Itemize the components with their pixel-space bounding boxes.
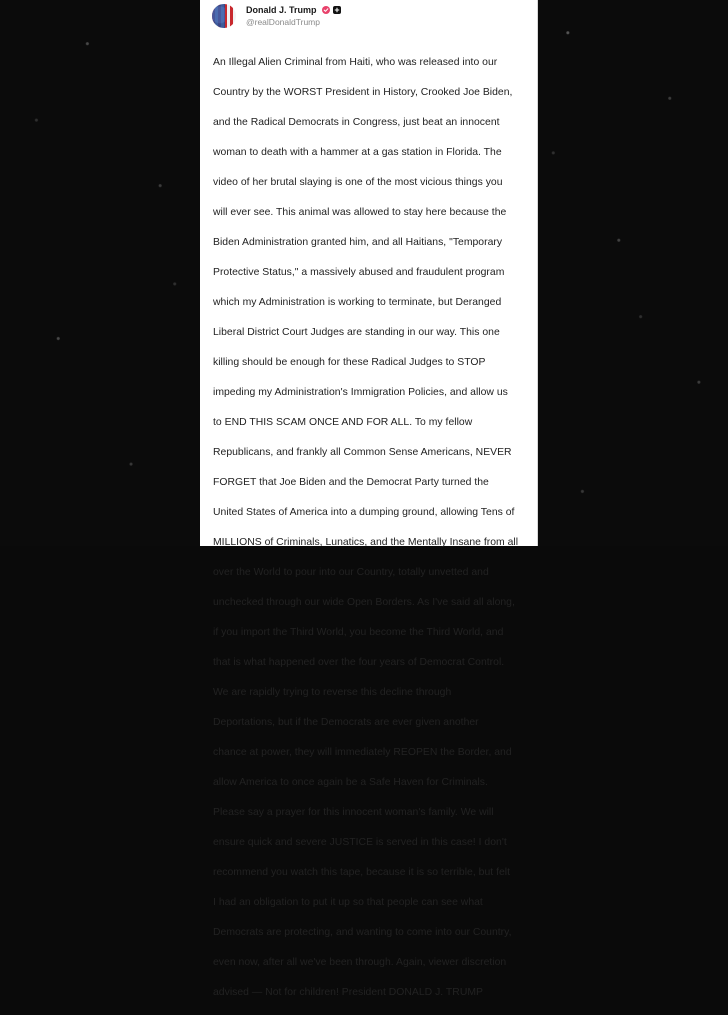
author-display-name[interactable]: Donald J. Trump — [246, 5, 317, 15]
author-info — [246, 4, 341, 28]
post-line: An Illegal Alien Criminal from Haiti, who was released into our — [213, 57, 498, 68]
post-line: advised — Not for children! President DONALD J. TRUMP — [213, 987, 483, 998]
post-line: FORGET that Joe Biden and the Democrat Party turned the — [213, 477, 489, 488]
post-line: video of her brutal slaying is one of the most vicious things you — [213, 177, 503, 188]
post-line: killing should be enough for these Radical Judges to STOP — [213, 357, 486, 368]
post-line: will ever see. This animal was allowed to stay here because the — [213, 207, 507, 218]
post-line: ensure quick and severe JUSTICE is served in this case! I don't — [213, 837, 507, 848]
post-line: Protective Status," a massively abused and fraudulent program — [213, 267, 505, 278]
post-line: recommend you watch this tape, because it is so terrible, but felt — [213, 867, 511, 878]
post-line: Republicans, and frankly all Common Sense Americans, NEVER — [213, 447, 512, 458]
post-line: We are rapidly trying to reverse this decline through — [213, 687, 452, 698]
post-line: chance at power, they will immediately REOPEN the Border, and — [213, 747, 512, 758]
post-line: to END THIS SCAM ONCE AND FOR ALL. To my fellow — [213, 417, 473, 428]
post-line: over the World to pour into our Country, totally unvetted and — [213, 567, 489, 578]
post-body — [213, 40, 531, 1015]
post-line: I had an obligation to put it up so that people can see what — [213, 897, 483, 908]
post-line: Democrats are protecting, and wanting to come into our Country, — [213, 927, 512, 938]
post-line: even now, after all we've been through. Again, viewer discretion — [213, 957, 507, 968]
post-header — [212, 3, 341, 29]
verified-check-icon — [322, 6, 330, 14]
post-line: unchecked through our wide Open Borders. As I've said all along, — [213, 597, 515, 608]
post-line: impeding my Administration's Immigration Policies, and allow us — [213, 387, 508, 398]
post-line: Liberal District Court Judges are standing in our way. This one — [213, 327, 500, 338]
post-line: Please say a prayer for this innocent woman's family. We will — [213, 807, 494, 818]
post-line: United States of America into a dumping ground, allowing Tens of — [213, 507, 515, 518]
post-line: if you import the Third World, you become the Third World, and — [213, 627, 504, 638]
author-handle[interactable]: @realDonaldTrump — [246, 17, 320, 27]
post-line: allow America to once again be a Safe Haven for Criminals. — [213, 777, 488, 788]
post-line: Biden Administration granted him, and all Haitians, "Temporary — [213, 237, 503, 248]
post-line: MILLIONS of Criminals, Lunatics, and the Mentally Insane from all — [213, 537, 519, 548]
post-line: and the Radical Democrats in Congress, just beat an innocent — [213, 117, 500, 128]
author-name-row — [246, 4, 341, 16]
post-line: Deportations, but if the Democrats are ever given another — [213, 717, 479, 728]
avatar[interactable] — [212, 4, 236, 28]
post-line: that is what happened over the four years of Democrat Control. — [213, 657, 505, 668]
post-line: woman to death with a hammer at a gas station in Florida. The — [213, 147, 502, 158]
post-card — [200, 0, 538, 998]
plus-badge-icon — [333, 6, 341, 14]
post-line: Country by the WORST President in History, Crooked Joe Biden, — [213, 87, 513, 98]
post-line: which my Administration is working to terminate, but Deranged — [213, 297, 502, 308]
